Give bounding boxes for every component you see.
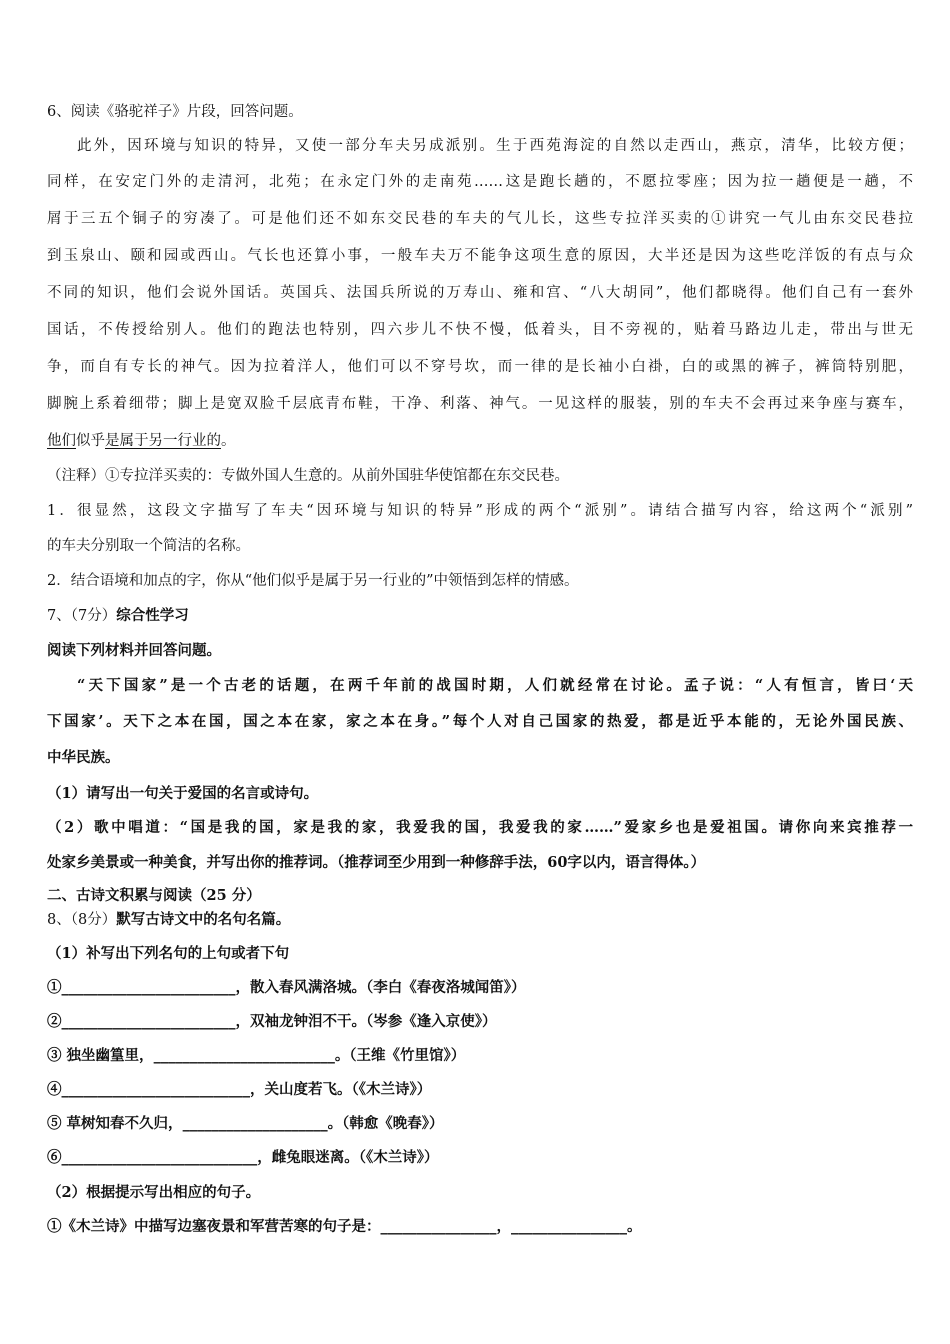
q8-part2: （2）根据提示写出相应的句子。 [47, 1184, 261, 1201]
item-marker: ⑥ [47, 1149, 62, 1166]
q8-topic: 默写古诗文中的名句名篇。 [116, 911, 291, 928]
q6-passage-line-2: 同样，在安定门外的走清河，北苑；在永定门外的走南苑……这是跑长趟的，不愿拉零座；因为拉一趟便是一趟，不 [47, 174, 913, 190]
q7-material-line-3: 中华民族。 [47, 749, 120, 766]
item-marker: ⑤ 草树知春不久归， [47, 1115, 183, 1132]
q8-item-6 [47, 1148, 439, 1168]
period: 。 [221, 433, 236, 449]
answer-blank[interactable]: ___________________________ [61, 1149, 258, 1166]
q7-number: 7、（7分） [47, 608, 117, 624]
q8-number: 8、（8分） [47, 912, 117, 928]
q7-topic: 综合性学习 [116, 607, 189, 624]
item-marker: ① [47, 979, 62, 996]
item-marker: ③ 独坐幽篁里， [47, 1047, 154, 1064]
comma: ， [496, 1218, 511, 1235]
item-text: ，散入春风满洛城。（李白《春夜洛城闻笛》） [235, 979, 526, 996]
section-2-title: 二、古诗文积累与阅读（25 分） [47, 887, 261, 904]
item-marker: ② [47, 1013, 62, 1030]
answer-blank[interactable]: ________________________ [61, 1013, 236, 1030]
q8-item-5 [47, 1114, 444, 1134]
item-text: 。（王维《竹里馆》） [334, 1047, 466, 1064]
q7-material-line-1: “天下国家”是一个古老的话题，在两千年前的战国时期，人们就经常在讨论。孟子说：“人有恒言，皆曰‘天 [77, 677, 913, 694]
q6-passage-line-7: 争，而自有专长的神气。因为拉着洋人，他们可以不穿号坎，而一律的是长袖小白褂，白的或黑的裤子，裤筒特别肥， [47, 359, 913, 375]
q7-title [47, 606, 189, 626]
q8-part2-item-1 [47, 1217, 642, 1237]
underlined-phrase: 他们 [47, 433, 76, 449]
answer-blank[interactable]: __________________________ [61, 1081, 250, 1098]
q6-passage-line-4: 到玉泉山、颐和园或西山。气长也还算小事，一般车夫万不能争这项生意的原因，大半还是因为这些吃洋饭的有点与众 [47, 248, 913, 264]
period: 。 [627, 1218, 642, 1235]
item-text: ①《木兰诗》中描写边塞夜景和军营苦寒的句子是： [47, 1218, 381, 1235]
answer-blank[interactable]: ________________ [380, 1218, 497, 1235]
q6-passage-line-5: 不同的知识，他们会说外国话。英国兵、法国兵所说的万寿山、雍和宫、“八大胡同”，他们都晓得。他们自己有一套外 [47, 285, 913, 301]
q7-sub1: （1）请写出一句关于爱国的名言或诗句。 [47, 785, 319, 802]
answer-blank[interactable]: _________________________ [153, 1047, 335, 1064]
q6-sub1-line-2: 的车夫分别取一个简洁的名称。 [47, 538, 250, 554]
q8-item-4 [47, 1080, 431, 1100]
q7-material-line-2: 下国家’。天下之本在国，国之本在家，家之本在身。”每个人对自己国家的热爱，都是近乎本能的，无论外国民族、 [47, 713, 913, 730]
q6-sub1-line-1: 1．很显然，这段文字描写了车夫“因环境与知识的特异”形成的两个“派别”。请结合描写内容，给这两个“派别” [47, 503, 913, 519]
q8-title [47, 910, 290, 930]
item-marker: ④ [47, 1081, 62, 1098]
q8-item-2 [47, 1012, 497, 1032]
q6-passage-last-line [47, 431, 236, 451]
q7-sub2-line-2: 处家乡美景或一种美食，并写出你的推荐词。（推荐词至少用到一种修辞手法，60字以内，语言得体。） [47, 854, 706, 871]
item-text: ，关山度若飞。（《木兰诗》） [250, 1081, 432, 1098]
underlined-phrase-2: 是属于另一行业的 [105, 433, 221, 449]
answer-blank[interactable]: ____________________ [182, 1115, 328, 1132]
dotted-word: 似乎 [76, 433, 105, 449]
item-text: ，雌兔眼迷离。（《木兰诗》） [257, 1149, 439, 1166]
q8-part1: （1）补写出下列名句的上句或者下句 [47, 945, 290, 962]
q6-passage-line-3: 屑于三五个铜子的穷凑了。可是他们还不如东交民巷的车夫的气儿长，这些专拉洋买卖的①讲究一气儿由东交民巷拉 [47, 211, 913, 227]
q8-item-3 [47, 1046, 465, 1066]
q7-instruction: 阅读下列材料并回答问题。 [47, 642, 221, 659]
q6-passage-line-6: 国话，不传授给别人。他们的跑法也特别，四六步儿不快不慢，低着头，目不旁视的，贴着马路边儿走，带出与世无 [47, 322, 913, 338]
q7-sub2-line-1: （2）歌中唱道：“国是我的国，家是我的家，我爱我的国，我爱我的家……”爱家乡也是爱祖国。请你向来宾推荐一 [47, 819, 913, 836]
q6-passage-line-8: 脚腕上系着细带；脚上是宽双脸千层底青布鞋，干净、利落、神气。一见这样的服装，别的车夫不会再过来争座与赛车， [47, 396, 913, 412]
item-text: ，双袖龙钟泪不干。（岑参《逢入京使》） [235, 1013, 497, 1030]
q6-passage-line-1: 此外，因环境与知识的特异，又使一部分车夫另成派别。生于西苑海淀的自然以走西山，燕京，清华，比较方便； [77, 138, 913, 154]
q8-item-1 [47, 978, 526, 998]
answer-blank[interactable]: ________________________ [61, 979, 236, 996]
q6-note: （注释）①专拉洋买卖的：专做外国人生意的。从前外国驻华使馆都在东交民巷。 [47, 468, 569, 484]
q6-sub2: 2．结合语境和加点的字，你从“他们似乎是属于另一行业的”中领悟到怎样的情感。 [47, 573, 579, 589]
q6-title: 6、阅读《骆驼祥子》片段，回答问题。 [47, 104, 303, 120]
item-text: 。（韩愈《晚春》） [327, 1115, 444, 1132]
answer-blank-2[interactable]: ________________ [511, 1218, 627, 1235]
